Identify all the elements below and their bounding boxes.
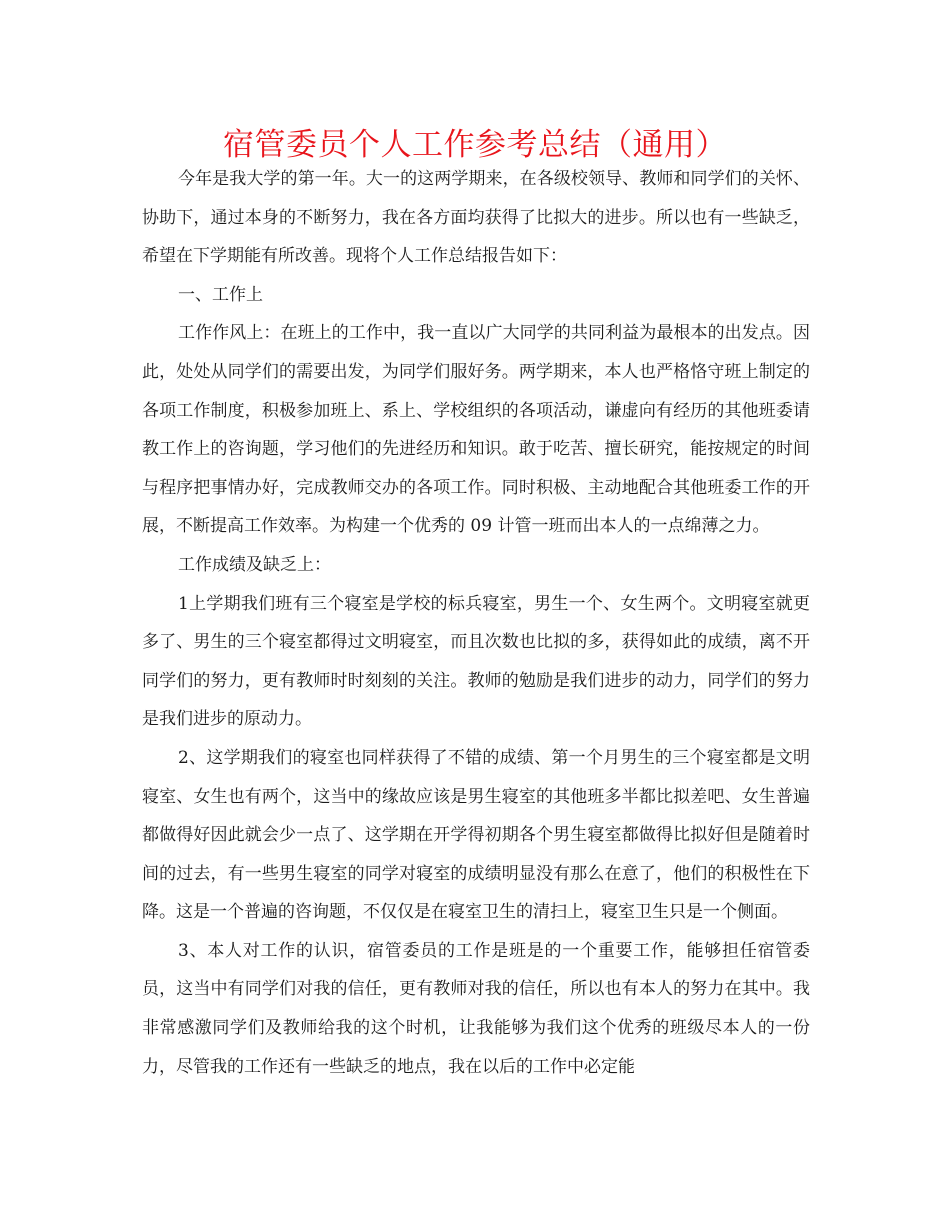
paragraph-item-1: 1上学期我们班有三个寝室是学校的标兵寝室，男生一个、女生两个。文明寝室就更多了、男生的三个寝室都得过文明寝室，而且次数也比拟的多，获得如此的成绩，离不开同学们的努力，更有教师时时刻刻的关注。教师的勉励是我们进步的动力，同学们的努力是我们进步的原动力。 [142,593,810,730]
section-heading-work: 一、工作上 [178,284,263,305]
paragraph-item-3: 3、本人对工作的认识，宿管委员的工作是班是的一个重要工作，能够担任宿管委员，这当中有同学们对我的信任，更有教师对我的信任，所以也有本人的努力在其中。我非常感激同学们及教师给我的这个时机，让我能够为我们这个优秀的班级尽本人的一份力，尽管我的工作还有一些缺乏的地点，我在以后的工作中必定能 [142,940,810,1077]
document-title: 宿管委员个人工作参考总结（通用） [223,127,727,163]
subheading-achievements: 工作成绩及缺乏上： [178,554,331,575]
document-body [142,160,810,1086]
paragraph-intro: 今年是我大学的第一年。大一的这两学期来，在各级校领导、教师和同学们的关怀、协助下，通过本身的不断努力，我在各方面均获得了比拟大的进步。所以也有一些缺乏，希望在下学期能有所改善。现将个人工作总结报告如下： [142,169,810,267]
paragraph-item-2: 2、这学期我们的寝室也同样获得了不错的成绩、第一个月男生的三个寝室都是文明寝室、女生也有两个，这当中的缘故应该是男生寝室的其他班多半都比拟差吧、女生普遍都做得好因此就会少一点了、这学期在开学得初期各个男生寝室都做得比拟好但是随着时间的过去，有一些男生寝室的同学对寝室的成绩明显没有那么在意了，他们的积极性在下降。这是一个普遍的咨询题，不仅仅是在寝室卫生的清扫上，寝室卫生只是一个侧面。 [142,747,810,923]
paragraph-work-style: 工作作风上：在班上的工作中，我一直以广大同学的共同利益为最根本的出发点。因此，处处从同学们的需要出发，为同学们服好务。两学期来，本人也严格恪守班上制定的各项工作制度，积极参加班上、系上、学校组织的各项活动，谦虚向有经历的其他班委请教工作上的咨询题，学习他们的先进经历和知识。敢于吃苦、擅长研究，能按规定的时间与程序把事情办好，完成教师交办的各项工作。同时积极、主动地配合其他班委工作的开展，不断提高工作效率。为构建一个优秀的 09 计管一班而出本人的一点绵薄之力。 [142,323,810,537]
